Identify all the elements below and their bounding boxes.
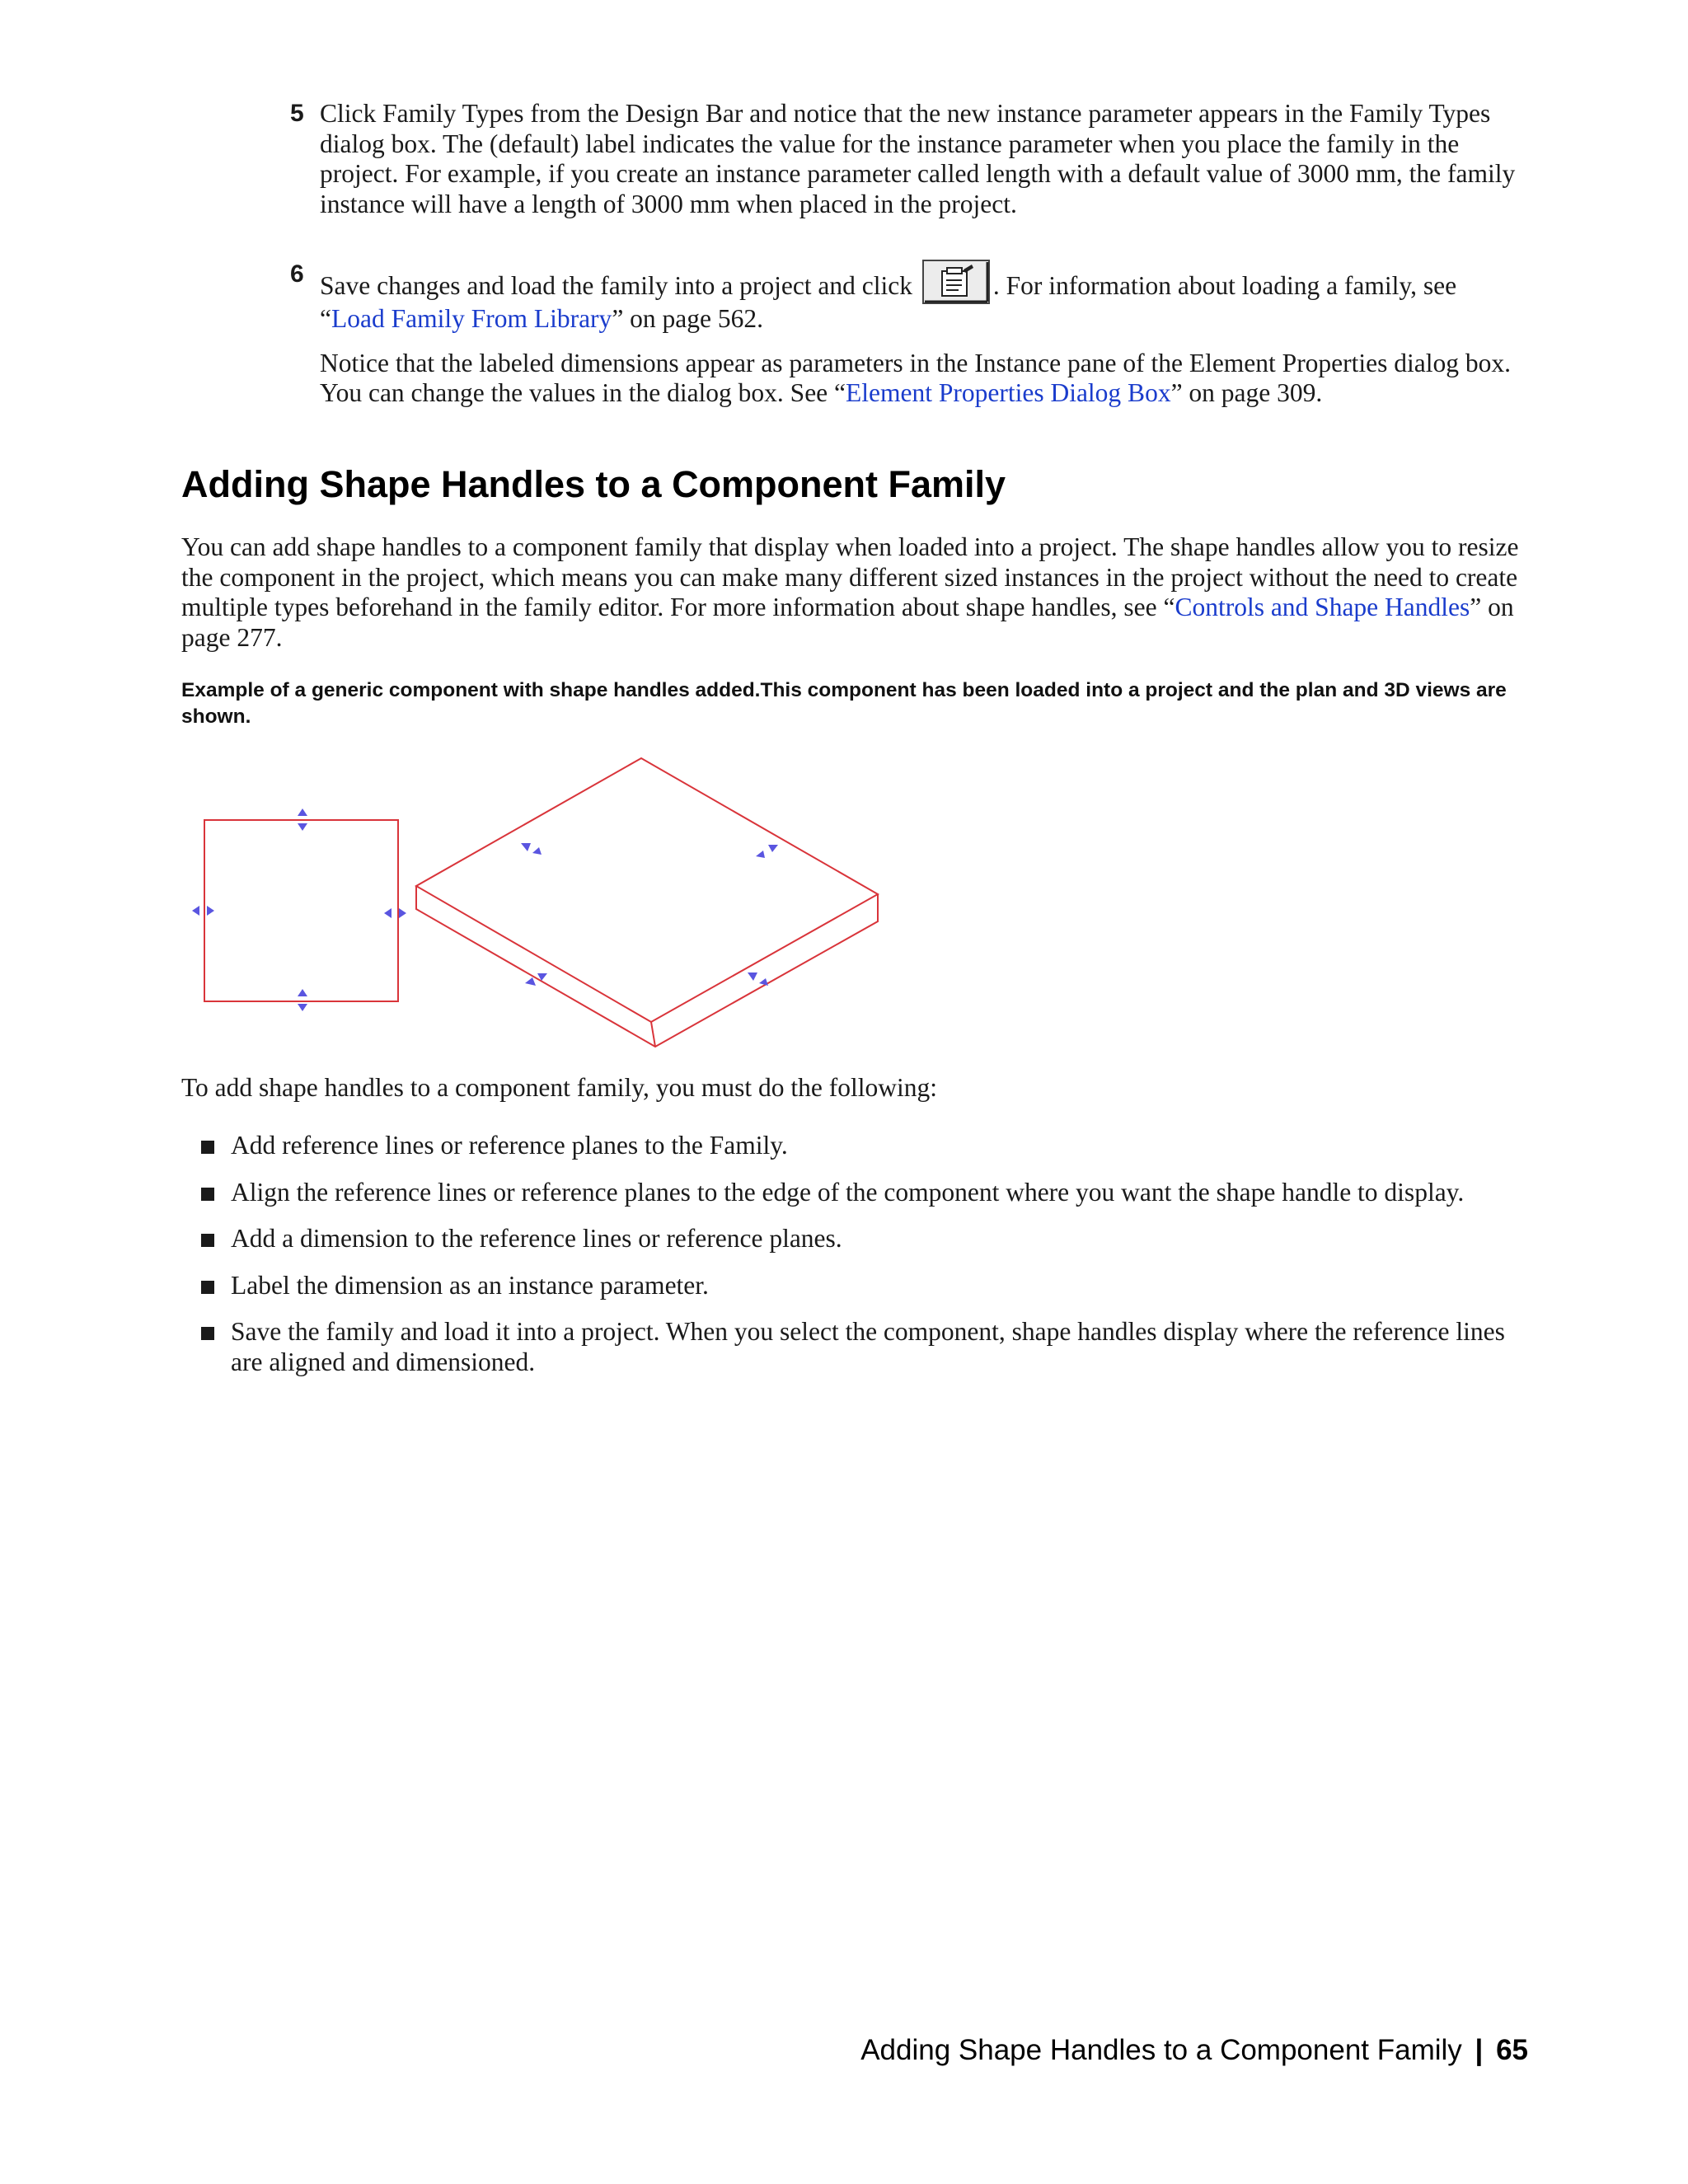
section-heading: Adding Shape Handles to a Component Family [181,463,1006,505]
iso-top-face [416,758,878,1022]
step-text-end: ” on page 562. [612,304,764,333]
list-item [201,1271,1528,1301]
handle-iso-ne-icon [768,845,778,852]
step-text-before: Save changes and load the family into a project and click [320,271,912,300]
step-5 [290,99,1526,219]
intro-text-before: You can add shape handles to a component family that display when loaded into a project. The shape handles allow you to resize the component in the project, which means you can make many different sized instances in the project without the need to create multiple types beforehand in the family editor. For more information about shape handles, see “ [181,532,1519,621]
handle-iso-ne-icon [756,851,765,858]
handle-left-icon [207,906,214,916]
bullet-square-icon [201,1141,214,1154]
footer-title: Adding Shape Handles to a Component Family [860,2034,1462,2066]
list-item [201,1317,1528,1377]
figure-caption: Example of a generic component with shape handles added.This component has been loaded into a project and the plan and 3D views are shown. [181,679,1507,728]
bullet-square-icon [201,1188,214,1201]
list-item [201,1224,1528,1254]
handle-bottom-icon [298,1004,307,1011]
list-item-text: Add reference lines or reference planes to the Family. [231,1131,788,1160]
note-text-after: ” on page 309. [1170,378,1323,407]
handle-iso-nw-icon [532,847,542,855]
handle-iso-sw-icon [525,977,536,986]
iso-front-edge [651,1022,655,1047]
step-note [320,349,1526,409]
steps-bullet-list [201,1131,1528,1394]
element-properties-icon[interactable] [922,260,990,304]
list-item [201,1178,1528,1208]
handle-iso-se-icon [759,978,768,986]
iso-side-face [416,886,878,1047]
plan-outline [204,820,398,1001]
intro-text-after: ” on page 277. [181,593,1514,652]
list-item-text: Save the family and load it into a project. When you select the component, shape handles display where the reference lines are aligned and dimensioned. [231,1317,1505,1376]
list-item-text: Align the reference lines or reference planes to the edge of the component where you want the shape handle to display. [231,1177,1465,1207]
step-text [320,260,1526,335]
footer-separator: | [1475,2034,1484,2066]
step-number: 5 [290,100,304,127]
handle-top-icon [298,808,307,816]
note-text-before: Notice that the labeled dimensions appear as parameters in the Instance pane of the Element Properties dialog box. You can change the values in the dialog box. See “ [320,348,1512,407]
page-footer [860,2032,1528,2069]
list-item [201,1131,1528,1161]
controls-shape-handles-link[interactable]: Controls and Shape Handles [1175,593,1470,621]
handle-bottom-icon [298,989,307,996]
section-intro [181,532,1526,653]
bullet-square-icon [201,1327,214,1340]
handle-iso-nw-icon [521,843,531,851]
bullet-square-icon [201,1234,214,1247]
plan-view [192,808,406,1011]
step-6 [290,260,1526,409]
step-number: 6 [290,260,304,288]
page-number: 65 [1496,2034,1528,2066]
handle-top-icon [298,823,307,831]
step-text-after: . For information about loading a family, see “ [320,271,1457,333]
handle-left-icon [192,906,199,916]
handle-right-icon [384,908,392,918]
element-properties-link[interactable]: Element Properties Dialog Box [846,378,1171,407]
figure-drawing [181,754,907,1067]
3d-view [416,758,878,1047]
list-item-text: Label the dimension as an instance parameter. [231,1270,709,1300]
list-item-text: Add a dimension to the reference lines or reference planes. [231,1224,842,1253]
handle-right-icon [399,908,406,918]
load-family-link[interactable]: Load Family From Library [331,304,612,333]
step-text: Click Family Types from the Design Bar and notice that the new instance parameter appears in the Family Types dialog box. The (default) label indicates the value for the instance parameter when you place the family in the project. For example, if you create an instance parameter called length with a default value of 3000 mm, the family instance will have a length of 3000 mm when placed in the project. [320,99,1516,218]
handle-iso-se-icon [748,972,757,981]
bullet-square-icon [201,1281,214,1294]
shape-handles-figure [181,754,907,1067]
todo-intro: To add shape handles to a component family, you must do the following: [181,1073,937,1102]
